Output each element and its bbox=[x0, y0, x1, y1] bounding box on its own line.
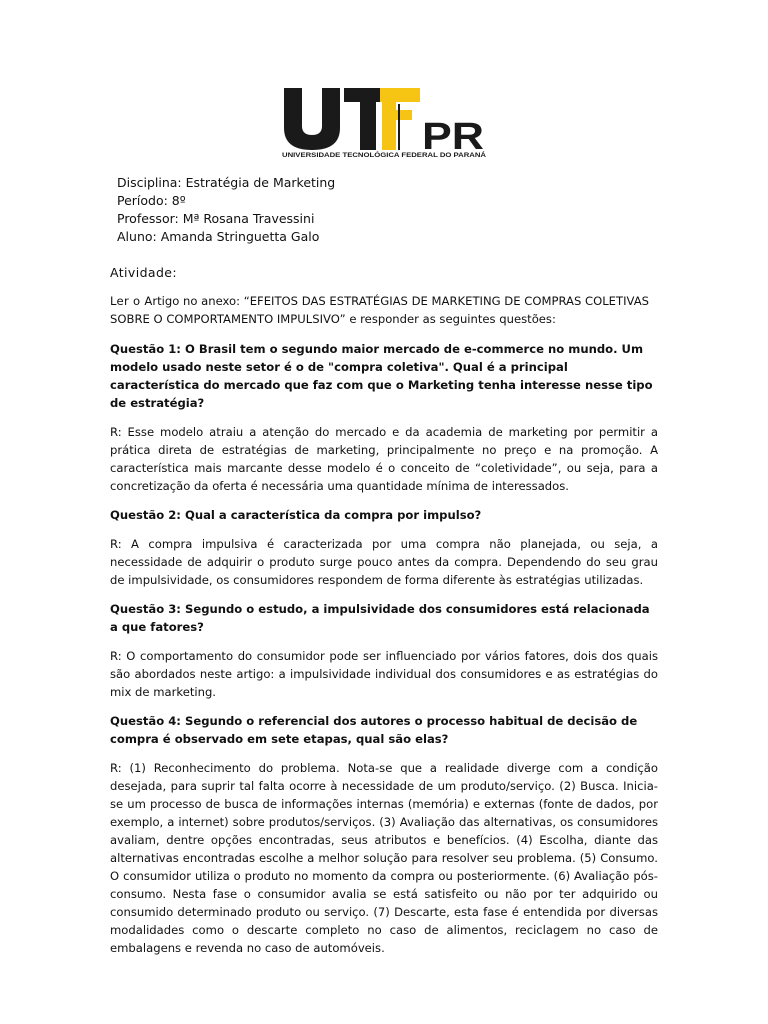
answer-2: R: A compra impulsiva é caracterizada por uma compra não planejada, ou seja, a necessidade de adquirir o produto surge pouco antes da compra. Dependendo do seu grau de impulsividade, os consumidores respondem de forma diferente às estratégias utilizadas. bbox=[110, 537, 658, 587]
utfpr-logo bbox=[282, 86, 486, 158]
utfpr-logo-mark bbox=[282, 86, 486, 158]
activity-label: Atividade: bbox=[110, 265, 178, 280]
answer-4: R: (1) Reconhecimento do problema. Nota-se que a realidade diverge com a condição desejada, para suprir tal falta ocorre à necessidade de um produto/serviço. (2) Busca. Inicia-se um processo de busca de informações internas (memória) e externas (fonte de dados, por exemplo, a internet) sobre produtos/serviços. (3) Avaliação das alternativas, os consumidores avaliam, dentre opções encontradas, seus atributos e benefícios. (4) Escolha, diante das alternativas encontradas escolhe a melhor solução para resolver seu problema. (5) Consumo. O consumidor utiliza o produto no momento da compra ou posteriormente. (6) Avaliação pós-consumo. Nesta fase o consumidor avalia se está satisfeito ou não por ter adquirido ou consumido determinado produto ou serviço. (7) Descarte, esta fase é entendida por diversas modalidades como o descarte completo no caso de alimentos, reciclagem no caso de embalagens e revenda no caso de automóveis. bbox=[110, 761, 658, 955]
student-line: Aluno: Amanda Stringuetta Galo bbox=[117, 229, 320, 244]
logo-letter-f-mid bbox=[382, 110, 412, 120]
logo-letters-pr: PR bbox=[422, 116, 484, 158]
professor-line: Professor: Mª Rosana Travessini bbox=[117, 211, 315, 226]
activity-instructions bbox=[110, 292, 658, 328]
logo-letter-u bbox=[284, 88, 340, 150]
question-1: Questão 1: O Brasil tem o segundo maior mercado de e-commerce no mundo. Um modelo usado neste setor é o de "compra coletiva". Qual é a principal característica do mercado que faz com que o Marketing tenha interesse nesse tipo de estratégia? bbox=[110, 342, 653, 410]
answer-1: R: Esse modelo atraiu a atenção do mercado e da academia de marketing por permitir a prática direta de estratégias de marketing, principalmente no preço e na promoção. A característica mais marcante desse modelo é o conceito de “coletividade”, ou seja, para a concretização da oferta é necessária uma quantidade mínima de interessados. bbox=[110, 425, 658, 493]
answer-3: R: O comportamento do consumidor pode ser influenciado por vários fatores, dois dos quais são abordados neste artigo: a impulsividade individual dos consumidores e as estratégias do mix de marketing. bbox=[110, 649, 658, 699]
question-3: Questão 3: Segundo o estudo, a impulsividade dos consumidores está relacionada a que fatores? bbox=[110, 602, 650, 634]
instructions-text: Artigo no anexo: “EFEITOS DAS ESTRATÉGIAS DE MARKETING DE COMPRAS COLETIVAS SOBRE O COMPORTAMENTO IMPULSIVO” e responder as seguintes questões: bbox=[110, 294, 649, 326]
period-line: Período: 8º bbox=[117, 193, 186, 208]
question-2: Questão 2: Qual a característica da compra por impulso? bbox=[110, 508, 482, 522]
question-4: Questão 4: Segundo o referencial dos autores o processo habitual de decisão de compra é observado em sete etapas, qual são elas? bbox=[110, 714, 638, 746]
instructions-lead: Ler o bbox=[110, 294, 145, 308]
document-body bbox=[110, 264, 658, 968]
course-info bbox=[117, 174, 335, 246]
logo-caption: UNIVERSIDADE TECNOLÓGICA FEDERAL DO PARANÁ bbox=[282, 152, 451, 158]
discipline-line: Disciplina: Estratégia de Marketing bbox=[117, 175, 336, 190]
logo-divider bbox=[398, 104, 400, 150]
logo-letter-t-stem bbox=[360, 88, 376, 150]
